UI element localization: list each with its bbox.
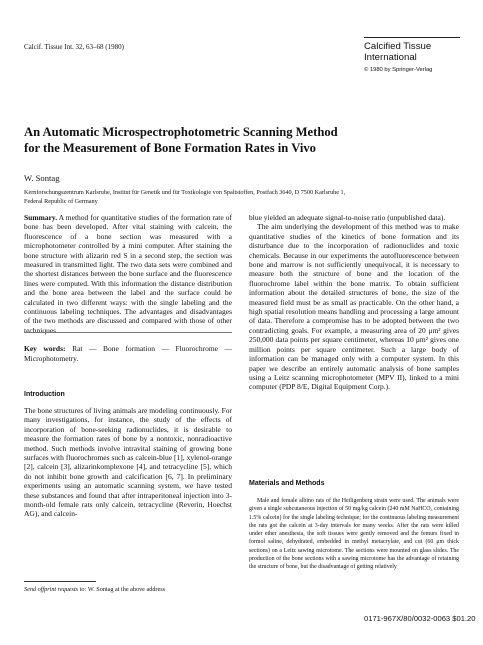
materials-methods-paragraph: Male and female albino rats of the Heiligenberg strain were used. The animals were given a single subcutaneous injection of 50 mg/kg calcein (240 mM NaHCO₃ containing 1.5% calcein) for the single labeling technique; for the continuous labeling measurement the rats got the calcein at 3-day intervals for many weeks. After the rats were killed under ether anesthesia, the soft tissues were gently removed and the femurs fixed in formol saline, dehydrated, embedded in methyl metacrylate, and cut (60 μm thick sections) on a Leitz sawing microtome. The sections were mounted on glass slides. The production of the bone sections with a sawing microtome has the advantage of retaining the structure of bone, but the disadvantage of getting relatively (249, 498, 459, 571)
affiliation-line2: Federal Republic of Germany (24, 197, 98, 205)
footnote (24, 586, 165, 593)
summary (24, 213, 232, 335)
masthead-rule (364, 37, 460, 38)
section-divider (24, 332, 232, 333)
journal-name (364, 41, 460, 63)
journal-citation: Calcif. Tissue Int. 32, 63–68 (1980) (24, 43, 124, 51)
author: W. Sontag (24, 173, 60, 183)
right-column (249, 213, 459, 392)
keywords-label: Key words: (24, 344, 66, 354)
summary-block (24, 213, 232, 363)
keywords-text: Rat — Bone formation — Fluorochrome — Microphotometry. (24, 344, 233, 363)
keywords (24, 344, 232, 363)
affiliation-line1: Kernforschungszentrum Karlsruhe, Institut für Genetik und für Toxikologie von Spaltstoffen, Postfach 3640, D 7500 Karlsruhe 1, (24, 189, 346, 196)
footnote-text: W. Sontag at the above address (86, 586, 166, 593)
introduction-paragraph: The bone structures of living animals are modeling continuously. For many investigations, for instance, the study of the effects of incorporation of bone-seeking radionuclides, it is desirable to measure the formation rates of bone by a nontoxic, nonradioactive method. Such methods involve intravital staining of growing bone surfaces with fluorochromes such as calcein-blue [1], xylenol-orange [2], calcein [3], alizarinkomplexone [4], and tetracycline [5], which do not inhibit bone growth and calcification [6, 7]. In preliminary experiments using an automatic scanning system, we have tested these substances and found that after intraperitoneal injection into 3-month-old female rats only calcein, tetracycline (Reverin, Hoechst AG), and calcein- (24, 406, 232, 519)
title-line1: An Automatic Microspectrophotometric Scanning Method (24, 125, 338, 139)
journal-masthead (364, 37, 460, 73)
materials-methods-text (249, 497, 459, 572)
summary-text: A method for quantitative studies of the formation rate of bone has been developed. After vital staining with calcein, the fluorescence of a bone section was measured with a microphotometer controlled by a mini computer. After staining the bone structure with alizarin red S in a second step, the section was measured in transmitted light. The two data sets were combined and the shortest distances between the bone surface and the fluorescence lines were computed. With this information the distance distribution and the bone area between the label and the surface could be calculated in two different ways: with the single labeling and the continuous labeling techniques. The advantages and disadvantages of the two methods are discussed and compared with those of other techniques. (24, 213, 232, 335)
copyright: © 1980 by Springer-Verlag (364, 67, 433, 73)
title-line2: for the Measurement of Bone Formation Rates in Vivo (24, 141, 316, 155)
right-paragraph-2: The aim underlying the development of this method was to make quantitative studies of the kinetics of bone formation and its disturbance due to the incorporation of radionuclides and toxic chemicals. Because in our experiments the autofluorescence between bone and marrow is not sufficiently unequivocal, it is necessary to measure both the structure of bone and the location of the fluorochrome label within the bone matrix. To obtain sufficient information about the detailed structures of bone, the size of the measured field must be as small as practicable. On the other hand, a high spatial resolution means handling and processing a large amount of data. Therefore a compromise has to be adopted between the two contradicting goals. For example, a measuring area of 20 μm² gives 250,000 data points per square centimeter, whereas 10 μm² gives one million points per square centimeter. Such a large body of information can be managed only with a computer system. In this paper we describe an entirely automatic analysis of bone samples using a Leitz scanning microphotometer (MPV II), linked to a mini computer (PDP 8/E, Digital Equipment Corp.). (249, 222, 459, 392)
price-code: 0171-967X/80/0032-0063 $01.20 (364, 614, 476, 623)
summary-label: Summary. (24, 213, 58, 222)
article-title (24, 124, 454, 156)
affiliation (24, 189, 464, 206)
materials-methods-heading: Materials and Methods (249, 480, 325, 487)
journal-name-line2: International (364, 52, 417, 63)
introduction-text (24, 406, 232, 519)
journal-name-line1: Calcified Tissue (364, 41, 432, 52)
footnote-label: Send offprint requests to: (24, 586, 87, 593)
footnote-rule (24, 581, 96, 582)
right-paragraph-1: blue yielded an adequate signal-to-noise ratio (unpublished data). (249, 213, 446, 222)
introduction-heading: Introduction (24, 391, 65, 398)
